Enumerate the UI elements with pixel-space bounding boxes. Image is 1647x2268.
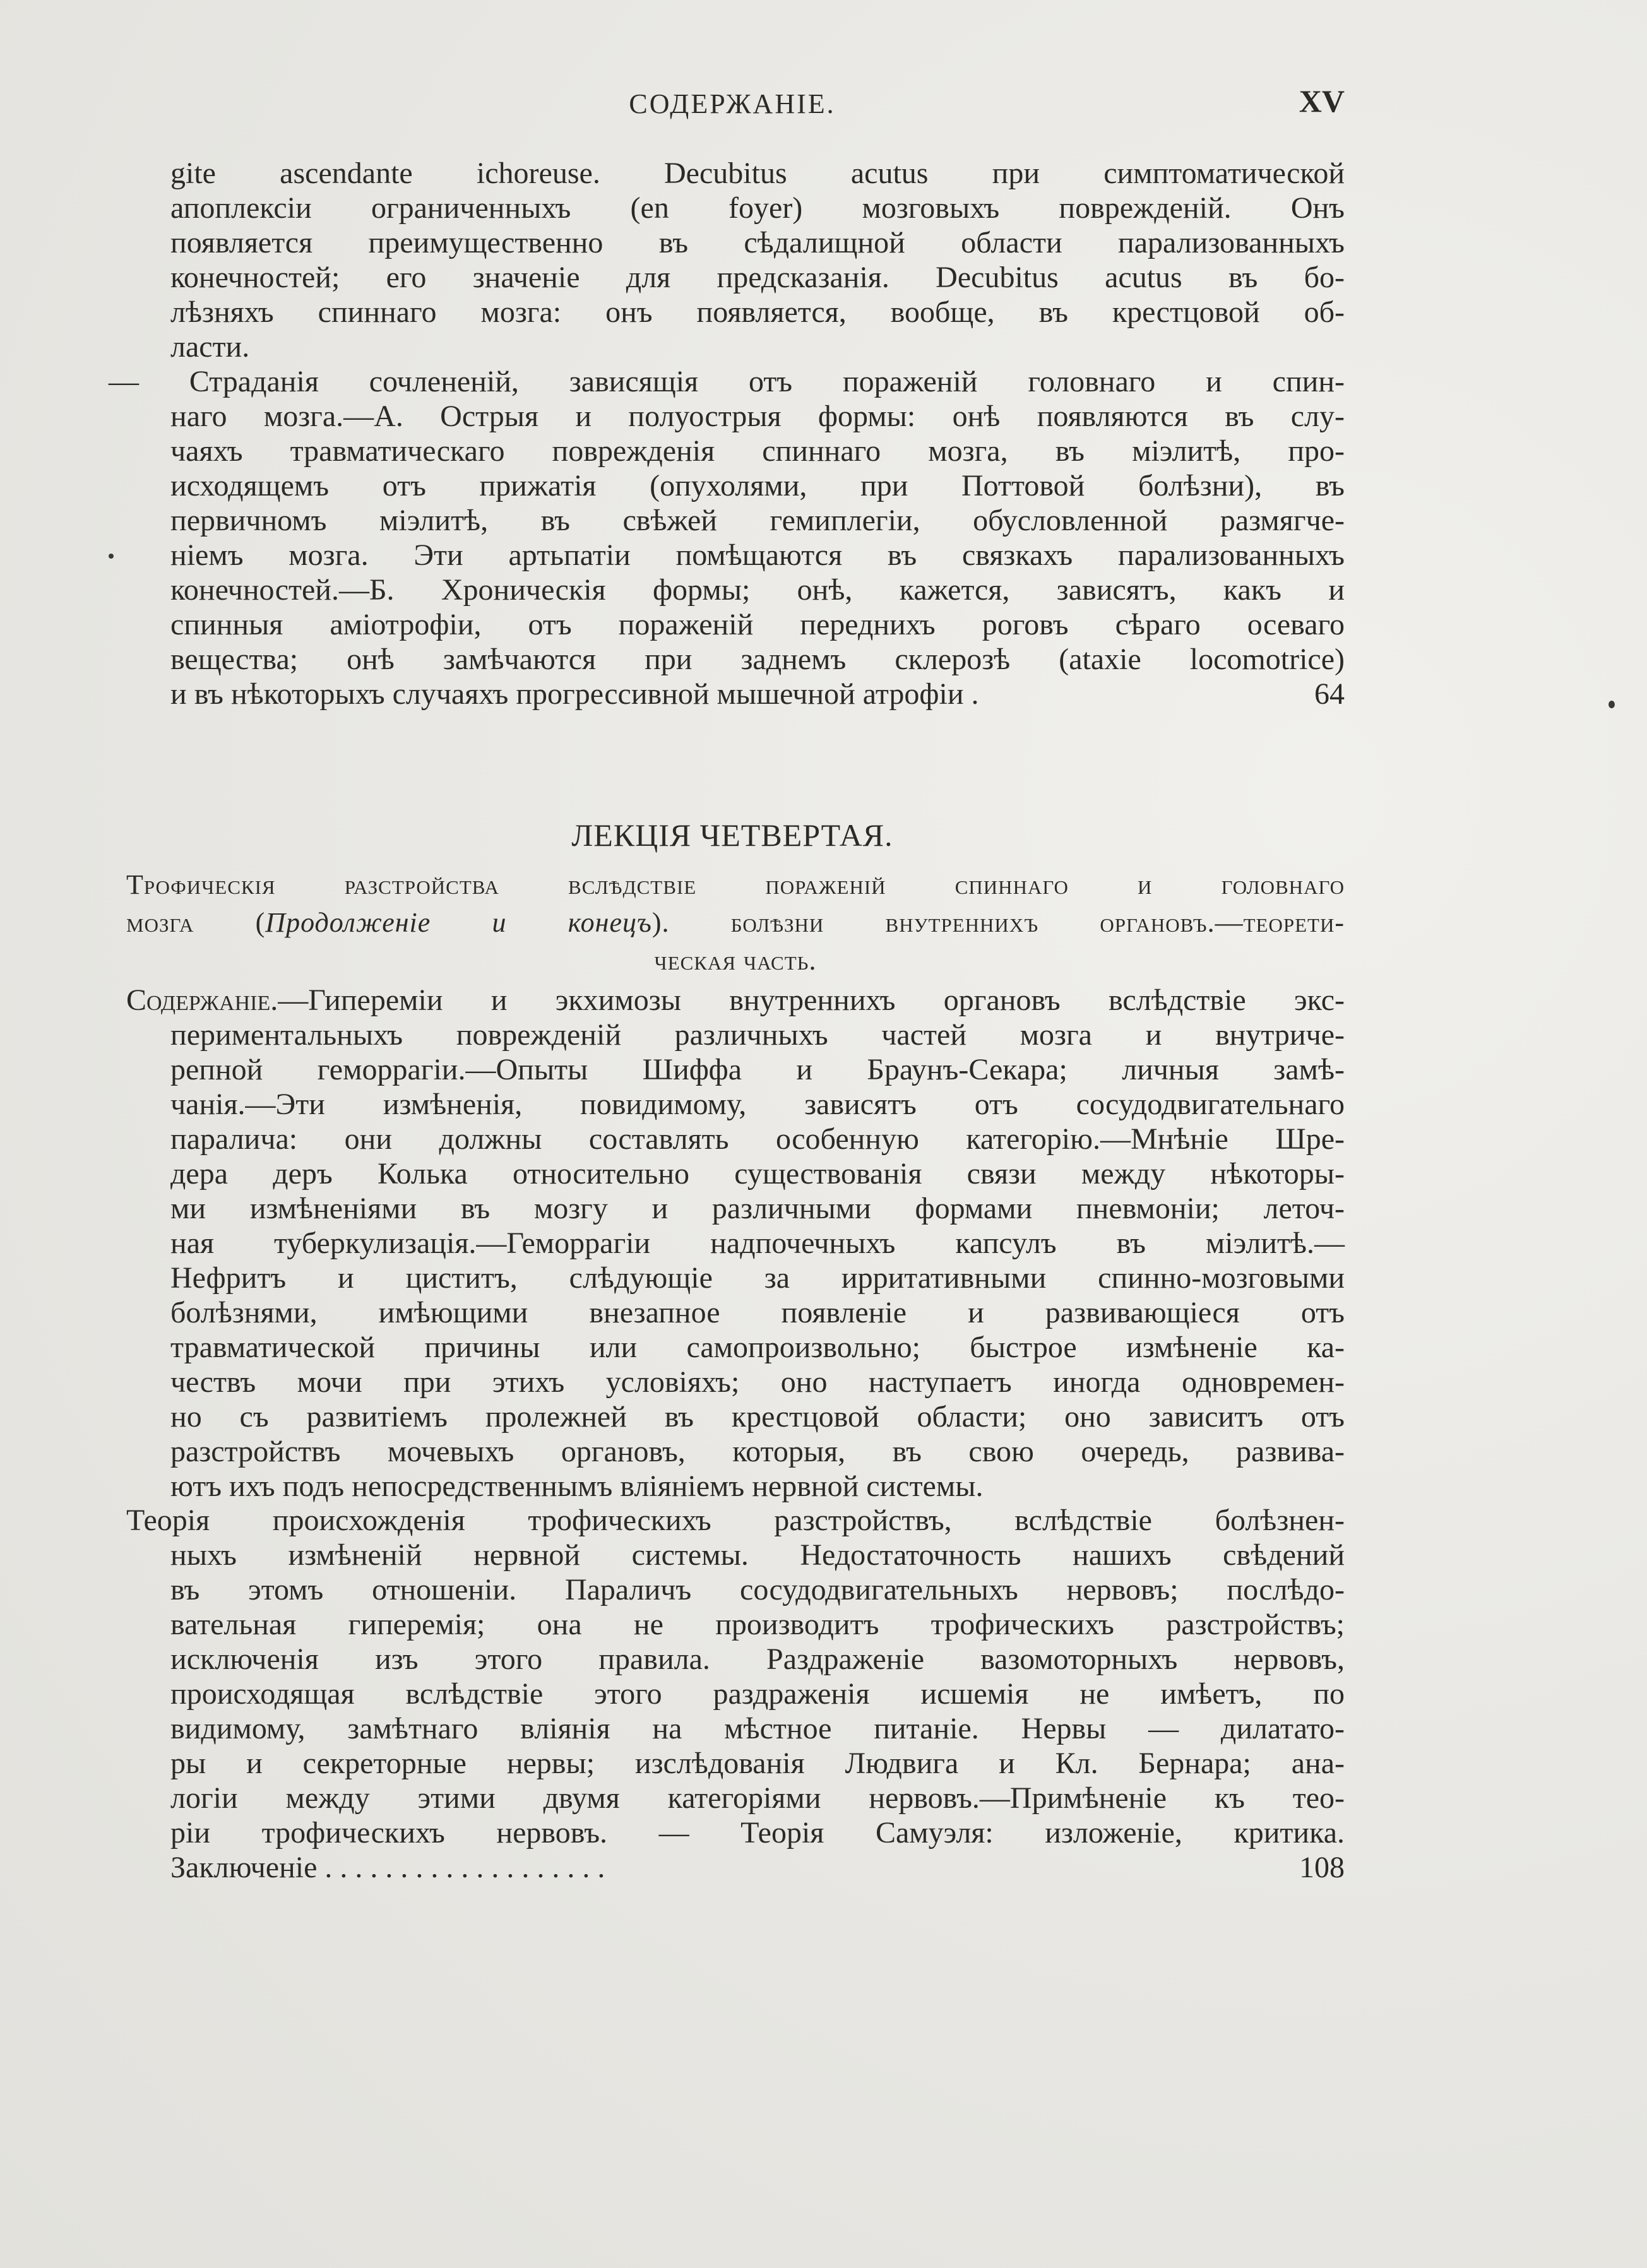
text-line: чаяхъ травматическаго поврежденія спиннаго мозга, въ міэлитѣ, про-: [170, 434, 1345, 468]
lecture-title: ЛЕКЦІЯ ЧЕТВЕРТАЯ.: [571, 817, 893, 853]
text-line: лѣзняхъ спиннаго мозга: онъ появляется, вообще, въ крестцовой об-: [170, 295, 1345, 329]
text-line: [170, 677, 1345, 711]
text-line: ріи трофическихъ нервовъ. — Теорія Самуэля: изложеніе, критика.: [170, 1816, 1345, 1849]
toc-entry-continuation: [170, 156, 1345, 364]
text-line: периментальныхъ поврежденій различныхъ частей мозга и внутриче-: [170, 1018, 1345, 1052]
text-line: конечностей; его значеніе для предсказанія. Decubitus acutus въ бо-: [170, 261, 1345, 294]
toc-entry-joint-disorders: [109, 364, 1345, 711]
text-line: ры и секреторные нервы; изслѣдованія Людвига и Кл. Бернара; ана-: [170, 1747, 1345, 1780]
text-line: разстройствъ мочевыхъ органовъ, которыя, въ свою очередь, развива-: [170, 1435, 1345, 1468]
subtitle-text: ). болѣзни внутреннихъ органовъ.—теорети-: [651, 907, 1345, 938]
text-line: конечностей.—Б. Хроническія формы; онѣ, кажется, зависятъ, какъ и: [170, 573, 1345, 607]
subtitle-line: [126, 904, 1345, 942]
text-line: появляется преимущественно въ сѣдалищной области парализованныхъ: [170, 226, 1345, 259]
text-line: чествъ мочи при этихъ условіяхъ; оно наступаетъ иногда одновремен-: [170, 1365, 1345, 1399]
text-line: gite ascendante ichoreuse. Decubitus acutus при симптоматической: [170, 157, 1345, 190]
text-line: — Страданія сочлененій, зависящія отъ пораженій головнаго и спин-: [109, 365, 1345, 398]
text-line: ласти.: [170, 330, 250, 364]
page-reference: 108: [1299, 1851, 1345, 1884]
subtitle-line: Трофическія разстройства вслѣдствіе пораженій спиннаго и головнаго: [126, 869, 1345, 900]
print-speck: [109, 554, 114, 559]
lecture-summary: [126, 983, 1345, 1504]
text-line: [126, 983, 1345, 1018]
text-line-content: —Гипереміи и экхимозы внутреннихъ органовъ вслѣдствіе экс-: [278, 983, 1345, 1017]
text-line: логіи между этими двумя категоріями нервовъ.—Примѣненіе къ тео-: [170, 1781, 1345, 1815]
subtitle-line: ческая часть.: [654, 945, 817, 976]
text-line: апоплексіи ограниченныхъ (en foyer) мозговыхъ поврежденій. Онъ: [170, 191, 1345, 225]
text-line: ніемъ мозга. Эти артьпатіи помѣщаются въ связкахъ парализованныхъ: [170, 538, 1345, 572]
text-line: Теорія происхожденія трофическихъ разстройствъ, вслѣдствіе болѣзнен-: [126, 1504, 1345, 1537]
subtitle-italic: Продолженіе и конецъ: [265, 907, 652, 938]
text-line: болѣзнями, имѣющими внезапное появленіе и развивающіеся отъ: [170, 1296, 1345, 1329]
text-line: но съ развитіемъ пролежней въ крестцовой области; оно зависитъ отъ: [170, 1400, 1345, 1434]
text-line: травматической причины или самопроизвольно; быстрое измѣненіе ка-: [170, 1331, 1345, 1364]
text-line: дера деръ Колька относительно существованія связи между нѣкоторы-: [170, 1157, 1345, 1190]
lecture-theory: [126, 1503, 1345, 1885]
text-line: ми измѣненіями въ мозгу и различными формами пневмоніи; леточ-: [170, 1192, 1345, 1225]
text-line: видимому, замѣтнаго вліянія на мѣстное питаніе. Нервы — дилатато-: [170, 1712, 1345, 1745]
text-line: ютъ ихъ подъ непосредственнымъ вліяніемъ нервной системы.: [170, 1469, 984, 1503]
page-number: XV: [1299, 83, 1345, 119]
text-line-content: и въ нѣкоторыхъ случаяхъ прогрессивной мышечной атрофіи .: [170, 677, 979, 711]
text-line: ная туберкулизація.—Геморрагіи надпочечныхъ капсулъ въ міэлитѣ.—: [170, 1226, 1345, 1260]
text-line: исходящемъ отъ прижатія (опухолями, при Поттовой болѣзни), въ: [170, 469, 1345, 502]
page-reference: 64: [1314, 677, 1345, 711]
text-line: репной геморрагіи.—Опыты Шиффа и Браунъ-Секара; личныя замѣ-: [170, 1053, 1345, 1086]
text-line: Нефритъ и циститъ, слѣдующіе за ирритативными спинно-мозговыми: [170, 1261, 1345, 1295]
text-line: спинныя аміотрофіи, отъ пораженій переднихъ роговъ сѣраго осеваго: [170, 608, 1345, 641]
text-line: происходящая вслѣдствіе этого раздраженія исшемія не имѣетъ, по: [170, 1677, 1345, 1711]
text-line: исключенія изъ этого правила. Раздраженіе вазомоторныхъ нервовъ,: [170, 1642, 1345, 1676]
running-header-title: СОДЕРЖАНІЕ.: [629, 88, 836, 119]
text-line: [170, 1850, 1345, 1885]
text-line: наго мозга.—А. Острыя и полуострыя формы: онѣ появляются въ слу-: [170, 400, 1345, 433]
text-line: первичномъ міэлитѣ, въ свѣжей гемиплегіи, обусловленной размягче-: [170, 504, 1345, 537]
text-line: чанія.—Эти измѣненія, повидимому, зависятъ отъ сосудодвигательнаго: [170, 1088, 1345, 1121]
summary-label: Содержаніе.: [126, 983, 278, 1017]
lecture-subtitle: [126, 866, 1345, 980]
text-line: паралича: они должны составлять особенную категорію.—Мнѣніе Шре-: [170, 1122, 1345, 1156]
text-line: вательная гиперемія; она не производитъ трофическихъ разстройствъ;: [170, 1608, 1345, 1641]
text-line: вещества; онѣ замѣчаются при заднемъ склерозѣ (ataxie locomotrice): [170, 643, 1345, 676]
print-speck: [1608, 701, 1615, 708]
text-line: въ этомъ отношеніи. Параличъ сосудодвигательныхъ нервовъ; послѣдо-: [170, 1573, 1345, 1606]
text-line: ныхъ измѣненій нервной системы. Недостаточность нашихъ свѣдений: [170, 1538, 1345, 1572]
subtitle-text: мозга (: [126, 907, 266, 938]
text-line-content: Заключеніе . . . . . . . . . . . . . . . . . . .: [170, 1851, 605, 1884]
